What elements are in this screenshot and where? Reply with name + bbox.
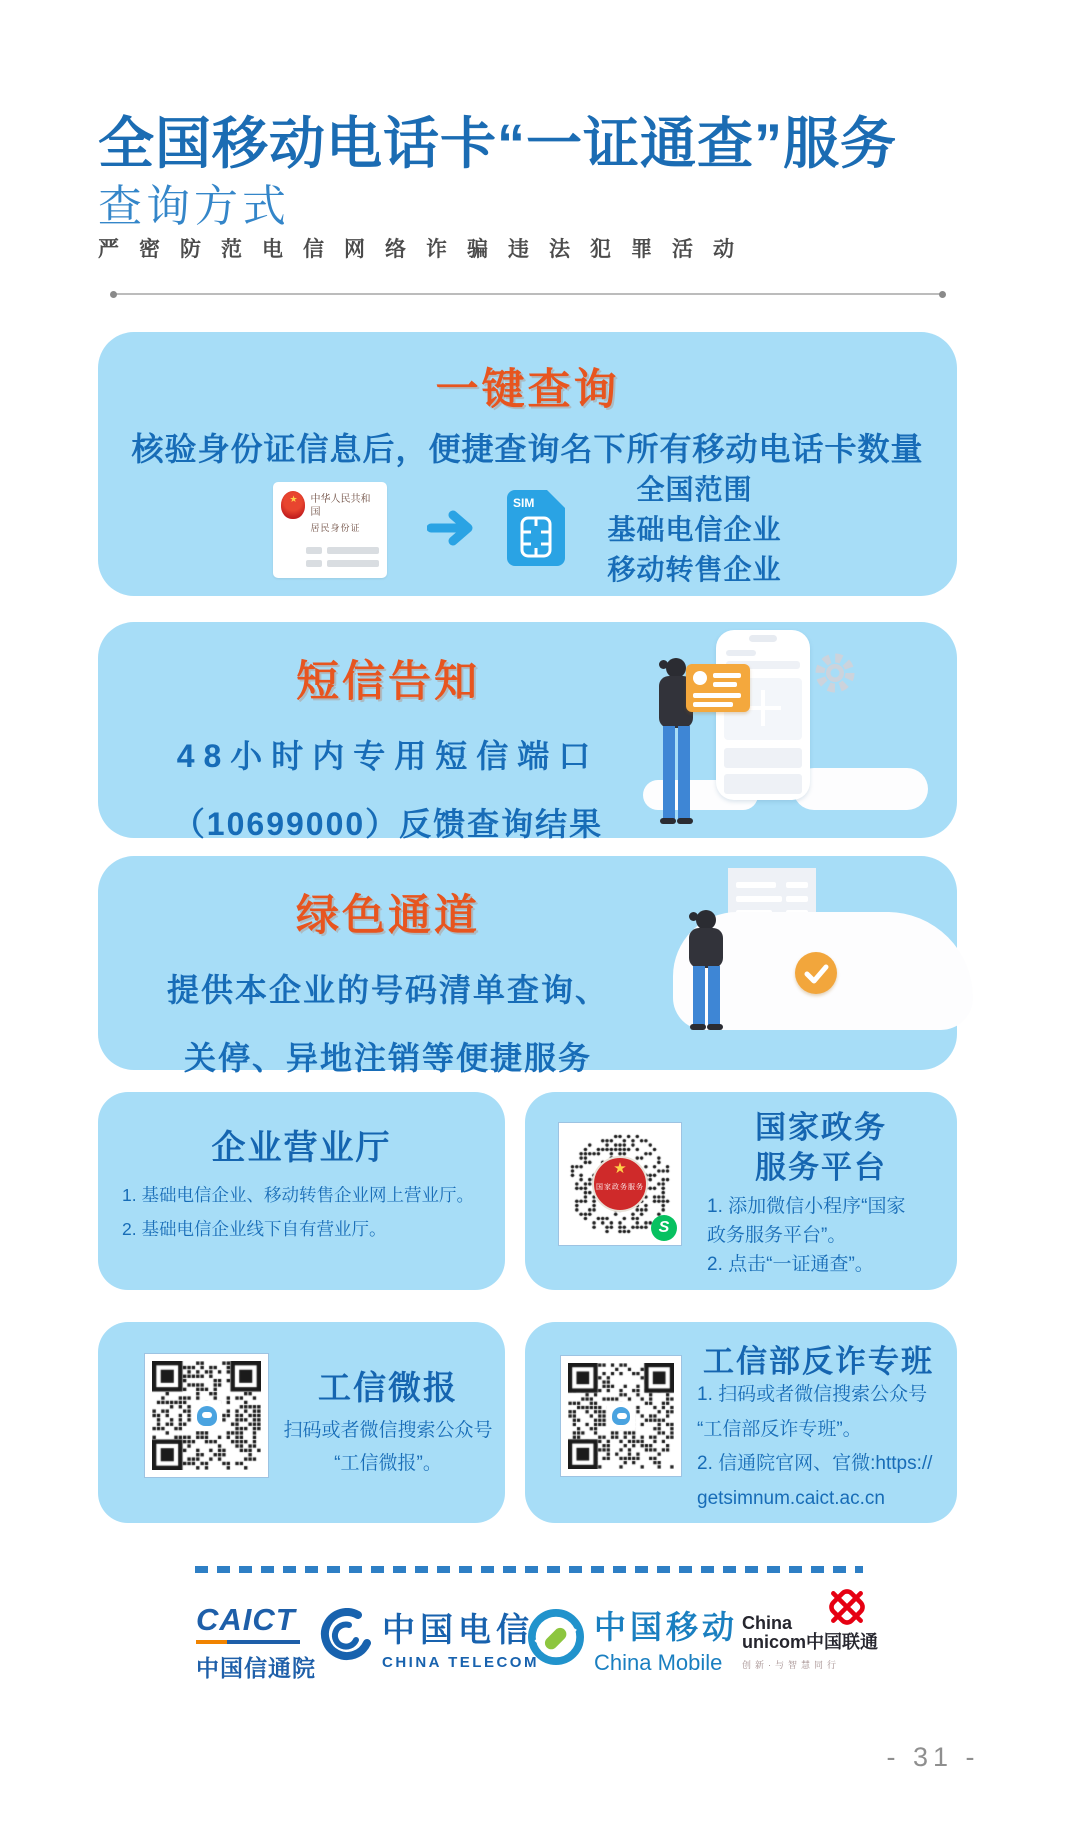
gxwb-line: “工信微报”。 (334, 1453, 442, 1474)
section-divider (113, 293, 943, 295)
gov-title-line: 国家政务 (755, 1110, 887, 1145)
china-telecom-cn: 中国电信 (382, 1611, 534, 1648)
scope-lines (607, 470, 781, 590)
gov-item: 2. 点击“一证通查”。 (707, 1254, 874, 1275)
gxwb-mascot-icon (192, 1401, 222, 1431)
china-unicom-en1: China (742, 1613, 793, 1633)
one-click-illustration (98, 474, 957, 586)
gxwb-title: 工信微报 (318, 1369, 458, 1406)
sim-card-icon (505, 488, 567, 573)
gov-qr-label: 国家政务服务 (596, 1184, 644, 1191)
green-channel-line1: 提供本企业的号码清单查询、 (166, 972, 609, 1008)
china-unicom-logo (742, 1588, 879, 1671)
card-green-channel (98, 856, 957, 1076)
china-unicom-en2: unicom中国联通 (742, 1632, 879, 1652)
business-hall-title: 企业营业厅 (211, 1129, 392, 1167)
wechat-icon: S (651, 1215, 677, 1241)
notice-panel-illustration (686, 664, 750, 712)
caict-abbr: CAICT (196, 1602, 296, 1637)
scope-line: 移动转售企业 (607, 554, 782, 585)
china-mobile-cn: 中国移动 (594, 1609, 739, 1645)
anti-fraud-item: getsimnum.caict.ac.cn (697, 1487, 885, 1509)
green-channel-title: 绿色通道 (296, 892, 480, 940)
business-hall-item: 2. 基础电信企业线下自有营业厅。 (122, 1219, 387, 1239)
caict-logo (196, 1602, 316, 1683)
sms-line1: 48小时内专用短信端口 (176, 738, 600, 774)
card-business-hall (98, 1092, 505, 1290)
anti-fraud-title: 工信部反诈专班 (703, 1344, 934, 1379)
page-title: 全国移动电话卡“一证通查”服务 (98, 112, 897, 175)
id-card-illustration (273, 482, 387, 578)
gov-item: 政务服务平台”。 (707, 1225, 847, 1246)
gov-qr-code (558, 1122, 682, 1246)
china-mobile-icon (528, 1609, 584, 1670)
card-gov-platform (525, 1092, 957, 1290)
person-illustration (684, 910, 730, 1038)
china-telecom-icon (318, 1608, 372, 1667)
green-channel-line2: 关停、异地注销等便捷服务 (183, 1040, 592, 1076)
caict-name: 中国信通院 (196, 1655, 316, 1681)
china-telecom-logo (318, 1604, 539, 1671)
card-one-click-query (98, 332, 957, 596)
svg-text:SIM: SIM (513, 495, 535, 510)
china-mobile-en: China Mobile (594, 1650, 723, 1675)
anti-fraud-mascot-icon (607, 1402, 635, 1430)
caict-underline (196, 1640, 300, 1644)
dashed-divider (195, 1566, 863, 1573)
card-anti-fraud (525, 1322, 957, 1523)
gxwb-line: 扫码或者微信搜索公众号 (283, 1420, 493, 1441)
business-hall-item: 1. 基础电信企业、移动转售企业网上营业厅。 (122, 1185, 474, 1205)
anti-fraud-item: “工信部反诈专班”。 (697, 1418, 862, 1440)
china-unicom-tagline: 创新·与智慧同行 (742, 1660, 840, 1670)
tagline: 严密防范电信网络诈骗违法犯罪活动 (98, 238, 754, 261)
anti-fraud-qr-code (560, 1355, 682, 1477)
page-subtitle: 查询方式 (98, 182, 290, 231)
page-number: - 31 - (886, 1742, 980, 1772)
scope-line: 全国范围 (636, 474, 753, 505)
cloud-shape (793, 768, 928, 810)
anti-fraud-item: 2. 信通院官网、官微:https:// (697, 1453, 933, 1474)
one-click-desc: 核验身份证信息后，便捷查询名下所有移动电话卡数量 (131, 431, 924, 467)
check-icon (795, 952, 837, 994)
anti-fraud-item: 1. 扫码或者微信搜索公众号 (697, 1384, 928, 1405)
sms-title: 短信告知 (296, 658, 480, 706)
one-click-title: 一键查询 (435, 366, 620, 414)
phone-illustration (716, 630, 810, 800)
id-card-doc-name: 居民身份证 (310, 523, 361, 533)
card-gxwb (98, 1322, 505, 1523)
china-mobile-logo (528, 1602, 738, 1676)
national-emblem-icon (281, 491, 305, 519)
arrow-right-icon (427, 506, 481, 555)
china-unicom-knot-icon (824, 1584, 870, 1635)
china-telecom-en: CHINA TELECOM (382, 1654, 539, 1671)
scope-line: 基础电信企业 (607, 514, 782, 545)
card-sms-notice (98, 622, 957, 842)
gxwb-qr-code (144, 1353, 269, 1478)
gov-item: 1. 添加微信小程序“国家 (707, 1196, 906, 1217)
gov-emblem-icon: ★ 国家政务服务 (592, 1156, 648, 1212)
gov-title-line: 服务平台 (755, 1150, 887, 1185)
gear-icon (812, 650, 858, 701)
id-card-country: 中华人民共和国 (310, 494, 371, 518)
sms-line2: （10699000）反馈查询结果 (172, 806, 604, 842)
id-card-text-bars (281, 547, 379, 567)
